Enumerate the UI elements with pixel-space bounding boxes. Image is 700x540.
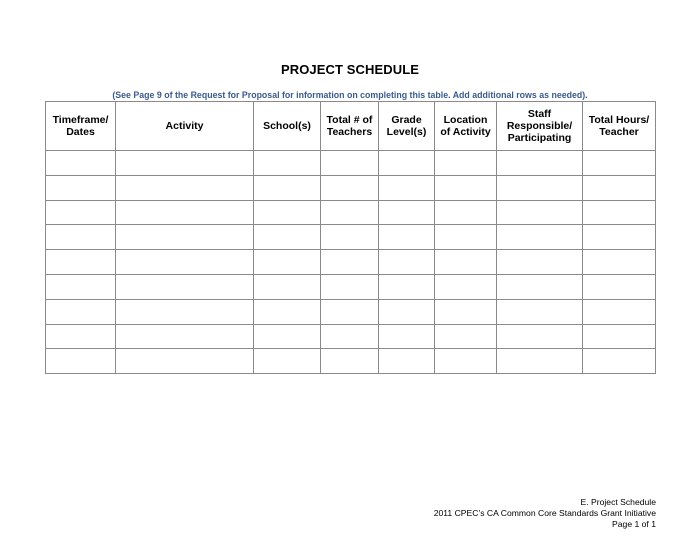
column-header-grade-levels: Grade Level(s) bbox=[379, 102, 435, 151]
cell-activity[interactable] bbox=[116, 250, 254, 275]
column-header-location: Location of Activity bbox=[435, 102, 497, 151]
column-header-activity: Activity bbox=[116, 102, 254, 151]
cell-total-hours[interactable] bbox=[583, 274, 656, 299]
cell-staff[interactable] bbox=[497, 225, 583, 250]
cell-schools[interactable] bbox=[254, 299, 321, 324]
cell-timeframe[interactable] bbox=[46, 250, 116, 275]
cell-schools[interactable] bbox=[254, 274, 321, 299]
table-row bbox=[46, 349, 656, 374]
cell-staff[interactable] bbox=[497, 250, 583, 275]
cell-location[interactable] bbox=[435, 274, 497, 299]
cell-total-teachers[interactable] bbox=[321, 250, 379, 275]
cell-location[interactable] bbox=[435, 175, 497, 200]
table-header-row bbox=[46, 102, 656, 151]
cell-activity[interactable] bbox=[116, 274, 254, 299]
cell-grade-levels[interactable] bbox=[379, 274, 435, 299]
page-footer bbox=[434, 497, 656, 530]
cell-schools[interactable] bbox=[254, 349, 321, 374]
cell-location[interactable] bbox=[435, 349, 497, 374]
cell-staff[interactable] bbox=[497, 324, 583, 349]
column-header-schools: School(s) bbox=[254, 102, 321, 151]
cell-staff[interactable] bbox=[497, 349, 583, 374]
cell-total-hours[interactable] bbox=[583, 175, 656, 200]
cell-location[interactable] bbox=[435, 200, 497, 225]
table-instructions: (See Page 9 of the Request for Proposal for information on completing this table. Add additional rows as needed). bbox=[112, 90, 588, 100]
cell-total-teachers[interactable] bbox=[321, 151, 379, 176]
cell-schools[interactable] bbox=[254, 250, 321, 275]
cell-schools[interactable] bbox=[254, 175, 321, 200]
cell-staff[interactable] bbox=[497, 274, 583, 299]
cell-activity[interactable] bbox=[116, 200, 254, 225]
page-title: PROJECT SCHEDULE bbox=[280, 62, 420, 77]
cell-total-teachers[interactable] bbox=[321, 299, 379, 324]
cell-activity[interactable] bbox=[116, 324, 254, 349]
cell-grade-levels[interactable] bbox=[379, 200, 435, 225]
cell-timeframe[interactable] bbox=[46, 225, 116, 250]
cell-schools[interactable] bbox=[254, 200, 321, 225]
cell-timeframe[interactable] bbox=[46, 200, 116, 225]
cell-grade-levels[interactable] bbox=[379, 324, 435, 349]
cell-total-hours[interactable] bbox=[583, 324, 656, 349]
column-header-staff: Staff Responsible/ Participating bbox=[497, 102, 583, 151]
cell-total-teachers[interactable] bbox=[321, 274, 379, 299]
cell-grade-levels[interactable] bbox=[379, 225, 435, 250]
cell-activity[interactable] bbox=[116, 349, 254, 374]
table-row bbox=[46, 151, 656, 176]
cell-total-hours[interactable] bbox=[583, 299, 656, 324]
cell-activity[interactable] bbox=[116, 225, 254, 250]
cell-grade-levels[interactable] bbox=[379, 250, 435, 275]
footer-section-label: E. Project Schedule bbox=[580, 497, 656, 507]
cell-schools[interactable] bbox=[254, 151, 321, 176]
cell-location[interactable] bbox=[435, 324, 497, 349]
cell-location[interactable] bbox=[435, 299, 497, 324]
cell-total-teachers[interactable] bbox=[321, 225, 379, 250]
cell-location[interactable] bbox=[435, 151, 497, 176]
footer-page-number: Page 1 of 1 bbox=[612, 519, 656, 529]
cell-total-teachers[interactable] bbox=[321, 349, 379, 374]
cell-staff[interactable] bbox=[497, 299, 583, 324]
cell-timeframe[interactable] bbox=[46, 299, 116, 324]
cell-total-hours[interactable] bbox=[583, 349, 656, 374]
cell-staff[interactable] bbox=[497, 175, 583, 200]
cell-total-hours[interactable] bbox=[583, 200, 656, 225]
cell-total-hours[interactable] bbox=[583, 225, 656, 250]
cell-activity[interactable] bbox=[116, 175, 254, 200]
table-row bbox=[46, 324, 656, 349]
cell-grade-levels[interactable] bbox=[379, 349, 435, 374]
cell-location[interactable] bbox=[435, 225, 497, 250]
table-row bbox=[46, 299, 656, 324]
cell-activity[interactable] bbox=[116, 299, 254, 324]
cell-total-teachers[interactable] bbox=[321, 175, 379, 200]
cell-grade-levels[interactable] bbox=[379, 175, 435, 200]
cell-schools[interactable] bbox=[254, 225, 321, 250]
cell-total-hours[interactable] bbox=[583, 250, 656, 275]
cell-activity[interactable] bbox=[116, 151, 254, 176]
cell-schools[interactable] bbox=[254, 324, 321, 349]
table-body bbox=[46, 151, 656, 374]
cell-grade-levels[interactable] bbox=[379, 151, 435, 176]
cell-total-teachers[interactable] bbox=[321, 324, 379, 349]
project-schedule-table bbox=[45, 101, 656, 374]
cell-timeframe[interactable] bbox=[46, 175, 116, 200]
cell-timeframe[interactable] bbox=[46, 151, 116, 176]
cell-timeframe[interactable] bbox=[46, 324, 116, 349]
footer-initiative-name: 2011 CPEC’s CA Common Core Standards Grant Initiative bbox=[433, 508, 656, 518]
table-row bbox=[46, 225, 656, 250]
cell-staff[interactable] bbox=[497, 151, 583, 176]
cell-grade-levels[interactable] bbox=[379, 299, 435, 324]
cell-timeframe[interactable] bbox=[46, 274, 116, 299]
column-header-timeframe: Timeframe/ Dates bbox=[46, 102, 116, 151]
cell-staff[interactable] bbox=[497, 200, 583, 225]
cell-timeframe[interactable] bbox=[46, 349, 116, 374]
table-row bbox=[46, 274, 656, 299]
table-row bbox=[46, 250, 656, 275]
cell-total-teachers[interactable] bbox=[321, 200, 379, 225]
table-row bbox=[46, 200, 656, 225]
column-header-total-teachers: Total # of Teachers bbox=[321, 102, 379, 151]
column-header-total-hours: Total Hours/ Teacher bbox=[583, 102, 656, 151]
cell-location[interactable] bbox=[435, 250, 497, 275]
cell-total-hours[interactable] bbox=[583, 151, 656, 176]
table-row bbox=[46, 175, 656, 200]
